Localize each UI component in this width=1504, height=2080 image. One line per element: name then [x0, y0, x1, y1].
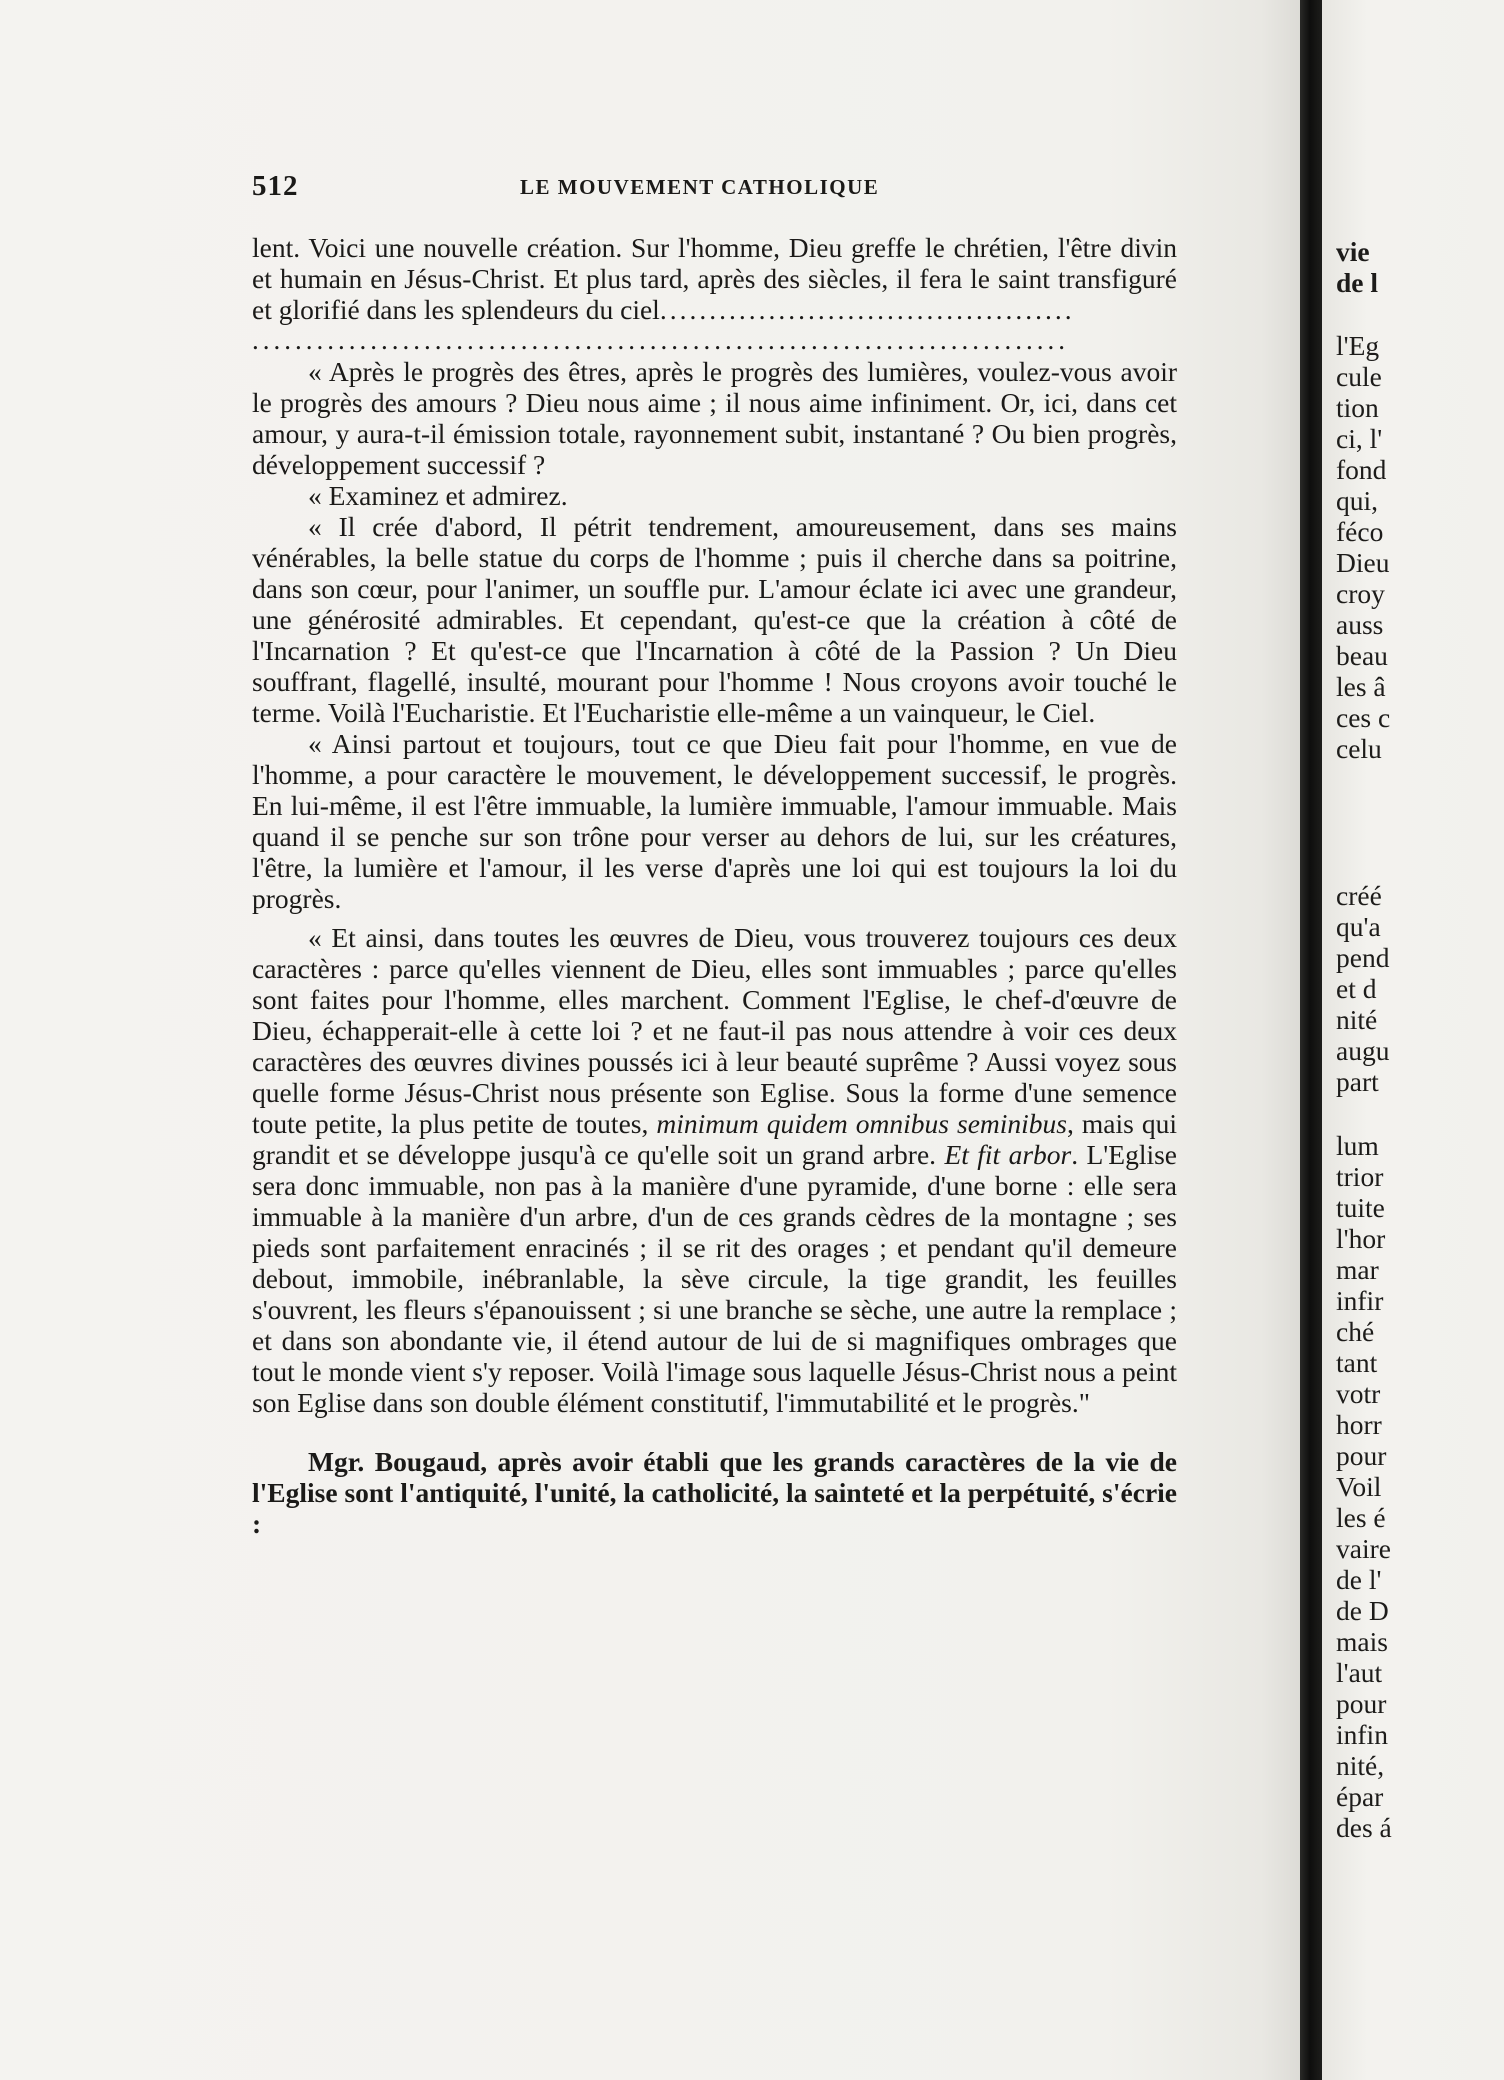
right-page-line: lum [1336, 1130, 1379, 1161]
right-page-line: l'aut [1336, 1657, 1383, 1688]
right-page-line: part [1336, 1066, 1379, 1097]
right-page-line: mar [1336, 1254, 1379, 1285]
right-page-line: Dieu [1336, 547, 1390, 578]
right-page-line: pend [1336, 942, 1390, 973]
page-number: 512 [252, 170, 299, 202]
paragraph-1-text: lent. Voici une nouvelle création. Sur l'homme, Dieu greffe le chrétien, l'être divin et humain en Jésus-Christ. Et plus tard, après des siècles, il fera le saint transfiguré et glorifié dans les splendeurs du ciel [252, 232, 1177, 325]
running-head [252, 170, 1152, 210]
right-page-line: horr [1336, 1409, 1382, 1440]
right-page-line: auss [1336, 609, 1384, 640]
right-page-line: infir [1336, 1285, 1384, 1316]
right-page-line: les é [1336, 1502, 1386, 1533]
quote-paragraph-church-tree [252, 922, 1177, 1418]
right-page-line: Voil [1336, 1471, 1382, 1502]
right-page-line: beau [1336, 640, 1388, 671]
church-tree-text-b: , mais qui grandit et se développe jusqu'à ce qu'elle soit un grand arbre. [252, 1108, 1177, 1170]
right-page-line: tuite [1336, 1192, 1385, 1223]
right-page-line: vie [1336, 236, 1370, 267]
right-page-line: celu [1336, 733, 1382, 764]
body-text [252, 232, 1177, 1539]
right-page-line: pour [1336, 1688, 1387, 1719]
right-page-line: pour [1336, 1440, 1387, 1471]
quote-paragraph-progress-of-love: « Après le progrès des êtres, après le progrès des lumières, voulez-vous avoir le progrès des amours ? Dieu nous aime ; il nous aime infiniment. Or, ici, dans cet amour, y aura-t-il émission totale, rayonnement subit, instantané ? Ou bien progrès, développement successif ? [252, 356, 1177, 480]
right-page-line: qui, [1336, 485, 1379, 516]
latin-quote-arbor: Et fit arbor [944, 1139, 1072, 1170]
paragraph-bougaud: Mgr. Bougaud, après avoir établi que les grands caractères de la vie de l'Eglise sont l'antiquité, l'unité, la catholicité, la sainteté et la perpétuité, s'écrie : [252, 1446, 1177, 1539]
right-page-line: des á [1336, 1812, 1392, 1843]
dot-leader: .......................................... [659, 294, 1075, 325]
quote-paragraph-examine: « Examinez et admirez. [308, 480, 568, 511]
right-page-line: ché [1336, 1316, 1375, 1347]
paragraph-1 [252, 232, 1177, 325]
right-page-line: les â [1336, 671, 1386, 702]
church-tree-text-a: « Et ainsi, dans toutes les œuvres de Dieu, vous trouverez toujours ces deux caractères : parce qu'elles viennent de Dieu, elles sont immuables ; parce qu'elles sont faites pour l'homme, elles marchent. Comment l'Eglise, le chef-d'œuvre de Dieu, échapperait-elle à cette loi ? et ne faut-il pas nous attendre à voir ces deux caractères des œuvres divines poussés ici à leur beauté suprême ? Aussi voyez sous quelle forme Jésus-Christ nous présente son Eglise. Sous la forme d'une semence toute petite, la plus petite de toutes, [252, 922, 1177, 1139]
right-page-line: l'hor [1336, 1223, 1386, 1254]
paragraph-gap [252, 1418, 1177, 1446]
right-page-line: trior [1336, 1161, 1384, 1192]
right-page-line: l'Eg [1336, 330, 1380, 361]
book-gutter [1300, 0, 1322, 2080]
right-page-line: infin [1336, 1719, 1388, 1750]
right-page-line: ces c [1336, 702, 1391, 733]
church-tree-text-c: . L'Eglise sera donc immuable, non pas à la manière d'une pyramide, d'une borne : elle sera immuable à la manière d'un arbre, d'un de ces grands cèdres de la montagne ; ses pieds sont parfaitement enracinés ; il se rit des orages ; et pendant qu'il demeure debout, immobile, inébranlable, la sève circule, la tige grandit, les feuilles s'ouvrent, les fleurs s'épanouissent ; si une branche se sèche, une autre la remplace ; et dans son abondante vie, il étend autour de lui de si magnifiques ombrages que tout le monde vient s'y reposer. Voilà l'image sous laquelle Jésus-Christ nous a peint son Eglise dans son double élément constitutif, l'immutabilité et le progrès." [252, 1139, 1178, 1418]
right-page-line: mais [1336, 1626, 1388, 1657]
running-title: LE MOUVEMENT CATHOLIQUE [520, 175, 880, 199]
quote-paragraph-law-of-progress: « Ainsi partout et toujours, tout ce que Dieu fait pour l'homme, en vue de l'homme, a pour caractère le mouvement, le développement successif, le progrès. En lui-même, il est l'être immuable, la lumière immuable, l'amour immuable. Mais quand il se penche sur son trône pour verser au dehors de lui, sur les créatures, l'être, la lumière et l'amour, il les verse d'après une loi qui est toujours la loi du progrès. [252, 728, 1177, 914]
right-page-line: votr [1336, 1378, 1381, 1409]
right-page-line: et d [1336, 973, 1377, 1004]
right-page-line: tion [1336, 392, 1379, 423]
right-page-line: fond [1336, 454, 1387, 485]
right-page-line: nité, [1336, 1750, 1385, 1781]
right-page-line: de l [1336, 267, 1379, 298]
paragraph-gap [252, 914, 1177, 922]
right-page-line: qu'a [1336, 911, 1381, 942]
right-page-line: tant [1336, 1347, 1378, 1378]
right-page-line: créé [1336, 880, 1382, 911]
right-page-line: de l' [1336, 1564, 1382, 1595]
ellipsis-line: ............................................................................ [252, 325, 1069, 355]
right-page-line: de D [1336, 1595, 1389, 1626]
right-page-line: épar [1336, 1781, 1384, 1812]
right-page-fragment [1322, 0, 1504, 2080]
right-page-line: augu [1336, 1035, 1390, 1066]
right-page-line: nité [1336, 1004, 1378, 1035]
right-page-line: ci, l' [1336, 423, 1383, 454]
right-page-line: vaire [1336, 1533, 1391, 1564]
right-page-line: féco [1336, 516, 1384, 547]
latin-quote-seminibus: minimum quidem omnibus seminibus [656, 1108, 1067, 1139]
quote-paragraph-creation: « Il crée d'abord, Il pétrit tendrement, amoureusement, dans ses mains vénérables, la belle statue du corps de l'homme ; puis il cherche dans sa poitrine, dans son cœur, pour l'animer, un souffle pur. L'amour éclate ici avec une grandeur, une générosité admirables. Et cependant, qu'est-ce que la création à côté de l'Incarnation ? Et qu'est-ce que l'Incarnation à côté de la Passion ? Un Dieu souffrant, flagellé, insulté, mourant pour l'homme ! Nous croyons avoir touché le terme. Voilà l'Eucharistie. Et l'Eucharistie elle-même a un vainqueur, le Ciel. [252, 511, 1177, 728]
right-page-line: cule [1336, 361, 1382, 392]
right-page-line: croy [1336, 578, 1385, 609]
